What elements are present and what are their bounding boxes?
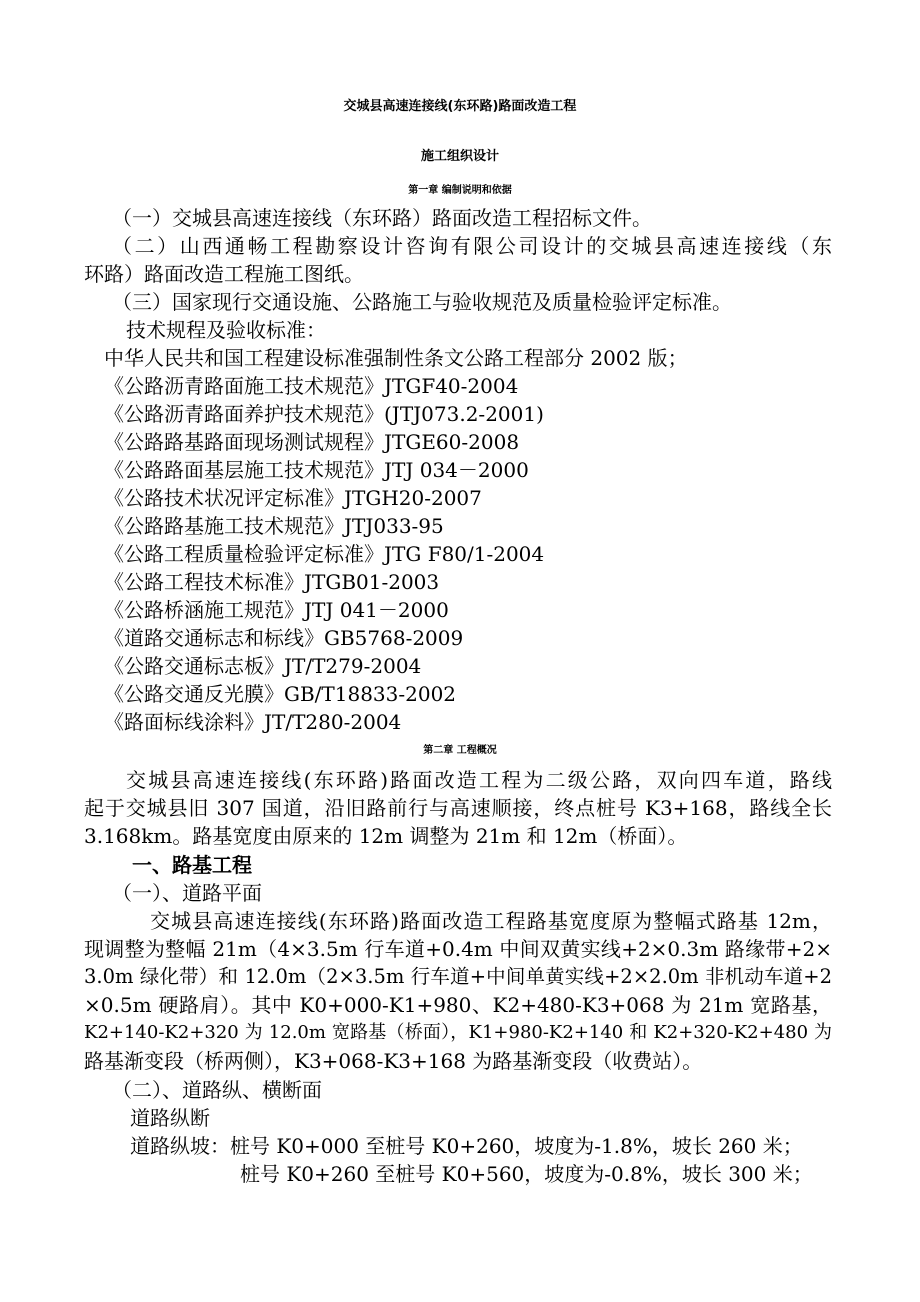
plan-text-line: ×0.5m 硬路肩）。其中 K0+000-K1+980、K2+480-K3+068 为 21m 宽路基，	[84, 993, 832, 1017]
document-subtitle: 施工组织设计	[420, 149, 499, 164]
standard-item: 《路面标线涂料》JT/T280-2004	[104, 710, 402, 734]
overview-line: 起于交城县旧 307 国道，沿旧路前行与高速顺接，终点桩号 K3+168，路线全长	[84, 796, 832, 820]
subsection-heading: （一）、道路平面	[112, 881, 262, 905]
standard-item: 《公路路基施工技术规范》JTJ033-95	[104, 514, 444, 538]
chapter2-heading: 第二章 工程概况	[423, 745, 497, 756]
standard-item: 《公路沥青路面施工技术规范》JTGF40-2004	[104, 374, 519, 398]
basis-item: （二）山西通畅工程勘察设计咨询有限公司设计的交城县高速连接线（东	[112, 234, 832, 258]
standard-item: 《公路路基路面现场测试规程》JTGE60-2008	[104, 430, 520, 454]
standard-item: 《公路沥青路面养护技术规范》(JTJ073.2-2001)	[104, 402, 544, 426]
standard-item: 《公路交通反光膜》GB/T18833-2002	[104, 682, 457, 706]
standard-item: 《公路桥涵施工规范》JTJ 041－2000	[104, 598, 449, 622]
standards-intro: 中华人民共和国工程建设标准强制性条文公路工程部分 2002 版；	[104, 346, 688, 370]
plan-text-line: 3.0m 绿化带）和 12.0m（2×3.5m 行车道+中间单黄实线+2×2.0m 非机动车道+2	[84, 965, 832, 988]
chapter1-heading: 第一章 编制说明和依据	[408, 185, 512, 196]
plan-text-line: 路基渐变段（桥两侧），K3+068-K3+168 为路基渐变段（收费站）。	[84, 1049, 703, 1073]
plan-text-line: K2+140-K2+320 为 12.0m 宽路基（桥面），K1+980-K2+140 和 K2+320-K2+480 为	[84, 1022, 832, 1043]
basis-item-continued: 环路）路面改造工程施工图纸。	[84, 262, 364, 286]
standards-label: 技术规程及验收标准：	[126, 318, 326, 342]
overview-line: 3.168km。路基宽度由原来的 12m 调整为 21m 和 12m（桥面）。	[84, 824, 688, 848]
standard-item: 《公路工程质量检验评定标准》JTG F80/1-2004	[104, 542, 545, 566]
profile-item: 道路纵断	[130, 1106, 210, 1130]
standard-item: 《道路交通标志和标线》GB5768-2009	[104, 626, 464, 650]
subsection-heading: （二）、道路纵、横断面	[112, 1078, 322, 1102]
plan-text-line: 现调整为整幅 21m（4×3.5m 行车道+0.4m 中间双黄实线+2×0.3m 路缘带+2×	[84, 937, 832, 961]
standard-item: 《公路路面基层施工技术规范》JTJ 034－2000	[104, 458, 529, 482]
profile-item: 桩号 K0+260 至桩号 K0+560，坡度为-0.8%，坡长 300 米；	[240, 1162, 813, 1186]
plan-text-line: 交城县高速连接线(东环路)路面改造工程路基宽度原为整幅式路基 12m，	[150, 909, 832, 933]
basis-item: （一）交城县高速连接线（东环路）路面改造工程招标文件。	[112, 206, 652, 230]
standard-item: 《公路交通标志板》JT/T279-2004	[104, 654, 422, 678]
section-heading: 一、路基工程	[132, 853, 252, 877]
overview-line: 交城县高速连接线(东环路)路面改造工程为二级公路，双向四车道，路线	[126, 768, 832, 792]
standard-item: 《公路工程技术标准》JTGB01-2003	[104, 570, 440, 594]
standard-item: 《公路技术状况评定标准》JTGH20-2007	[104, 486, 482, 510]
document-title: 交城县高速连接线(东环路)路面改造工程	[343, 99, 577, 114]
basis-item: （三）国家现行交通设施、公路施工与验收规范及质量检验评定标准。	[112, 290, 732, 314]
profile-item: 道路纵坡：桩号 K0+000 至桩号 K0+260，坡度为-1.8%，坡长 260 米；	[130, 1134, 803, 1158]
